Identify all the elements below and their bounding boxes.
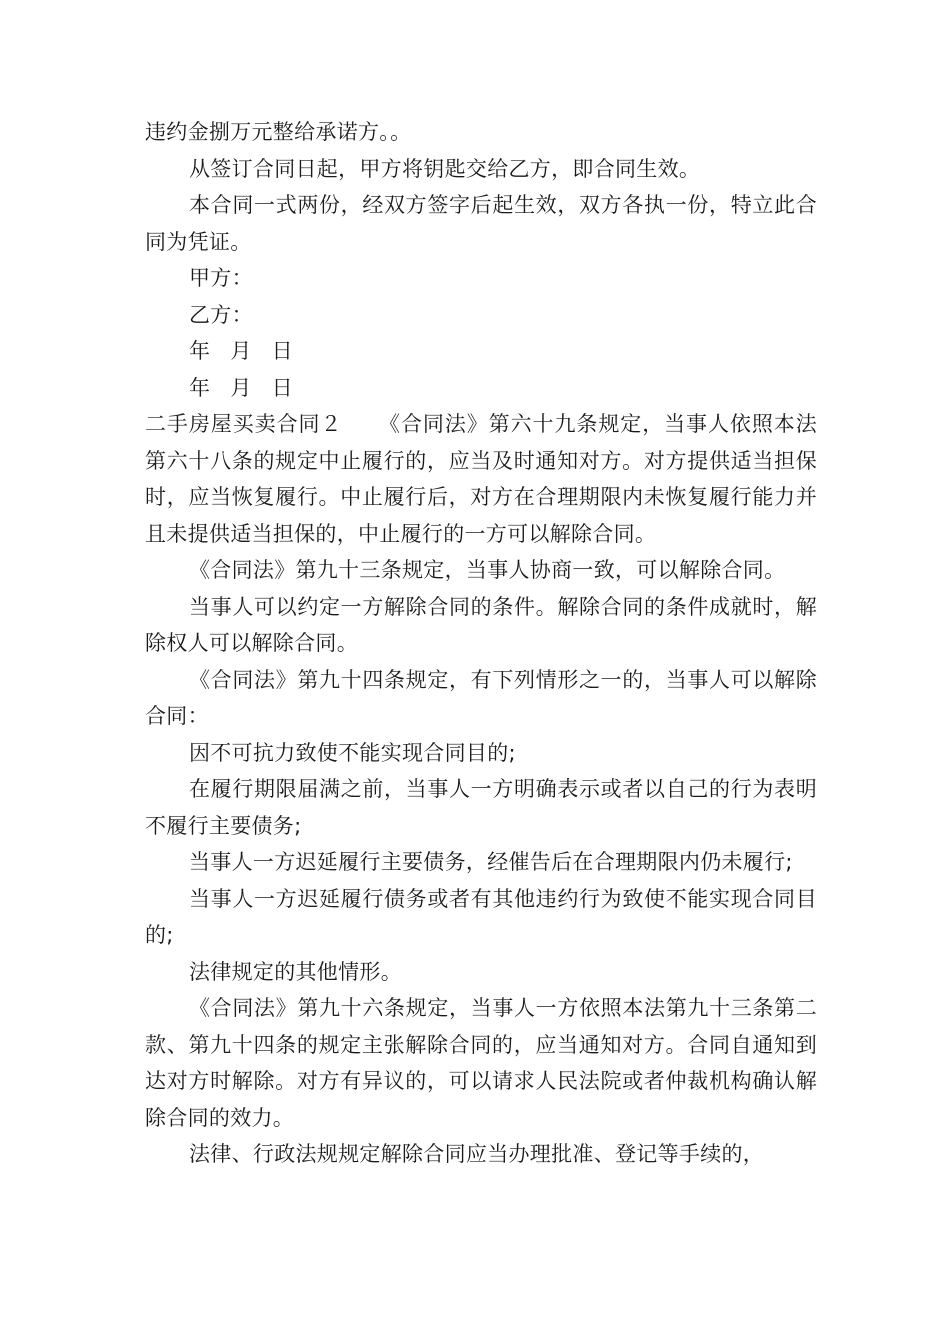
paragraph-effective-date: 从签订合同日起，甲方将钥匙交给乙方，即合同生效。 [189,156,701,181]
paragraph-copies: 本合同一式两份，经双方签字后起生效，双方各执一份，特立此合同为凭证。 [145,193,817,254]
date-line-1 [145,333,817,370]
article-69-text: 《合同法》第六十九条规定，当事人依照本法第六十八条的规定中止履行的，应当及时通知对方。对方提供适当担保时，应当恢复履行。中止履行后，对方在合理期限内未恢复履行能力并且未提供适当担保的，中止履行的一方可以解除合同。 [145,412,818,546]
list-item-delay-after-notice: 当事人一方迟延履行主要债务，经催告后在合理期限内仍未履行; [189,850,793,874]
paragraph-article-93: 《合同法》第九十三条规定，当事人协商一致，可以解除合同。 [189,558,786,582]
paragraph-approval-registration: 法律、行政法规规定解除合同应当办理批准、登记等手续的， [189,1142,765,1166]
list-item-fundamental-breach: 当事人一方迟延履行债务或者有其他违约行为致使不能实现合同目的; [145,886,817,947]
date-month: 月 [230,339,252,363]
date-year: 年 [189,375,211,400]
list-item-other-statutory: 法律规定的其他情形。 [189,959,402,984]
paragraph-article-94: 《合同法》第九十四条规定，有下列情形之一的，当事人可以解除合同： [145,667,817,728]
date-year: 年 [189,339,211,363]
date-day: 日 [271,339,293,363]
party-a-label: 甲方： [189,266,253,290]
date-line-2 [145,370,817,407]
section-paragraph [145,406,817,552]
paragraph-agreed-conditions: 当事人可以约定一方解除合同的条件。解除合同的条件成就时，解除权人可以解除合同。 [145,594,817,655]
paragraph-article-96: 《合同法》第九十六条规定，当事人一方依照本法第九十三条第二款、第九十四条的规定主张解除合同的，应当通知对方。合同自通知到达对方时解除。对方有异议的，可以请求人民法院或者仲裁机构确认解除合同的效力。 [145,996,817,1130]
date-month: 月 [230,375,252,400]
paragraph-penalty: 违约金捌万元整给承诺方。。 [145,120,412,144]
document-body [145,114,817,1173]
date-day: 日 [271,375,293,400]
list-item-force-majeure: 因不可抗力致使不能实现合同目的; [189,740,516,765]
section-heading: 二手房屋买卖合同２ [145,412,343,436]
party-b-label: 乙方： [189,302,253,327]
list-item-anticipatory-breach: 在履行期限届满之前，当事人一方明确表示或者以自己的行为表明不履行主要债务; [145,777,817,838]
